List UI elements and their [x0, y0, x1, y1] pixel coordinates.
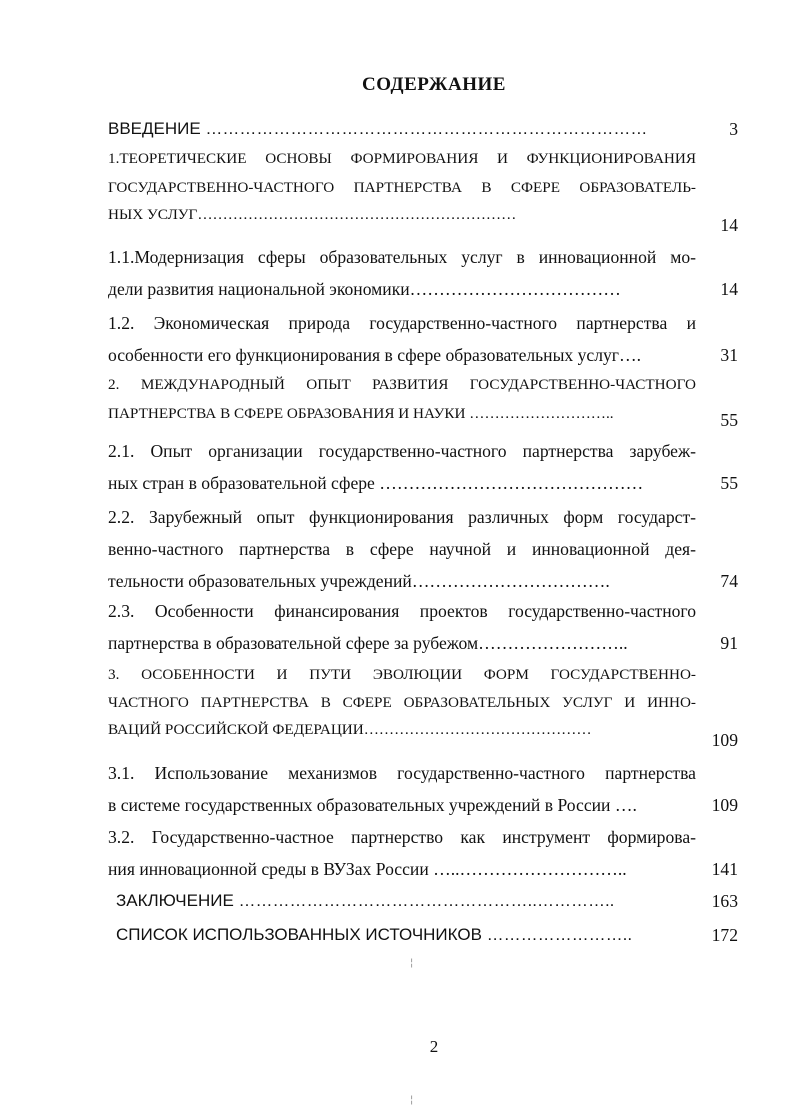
toc-section-1-1-line-2: дели развития национальной экономики………………………………: [108, 279, 621, 299]
toc-chapter-1-line-2: ГОСУДАРСТВЕННО-ЧАСТНОГО ПАРТНЕРСТВА В СФЕРЕ ОБРАЗОВАТЕЛЬ-: [108, 179, 696, 196]
toc-section-1-2-page: 31: [720, 345, 738, 365]
toc-chapter-3-line-2: ЧАСТНОГО ПАРТНЕРСТВА В СФЕРЕ ОБРАЗОВАТЕЛЬНЫХ УСЛУГ И ИННО-: [108, 694, 696, 711]
toc-chapter-2-line-1: 2. МЕЖДУНАРОДНЫЙ ОПЫТ РАЗВИТИЯ ГОСУДАРСТВЕННО-ЧАСТНОГО: [108, 376, 696, 393]
toc-entry-intro-line-1: ВВЕДЕНИЕ ……………………………………………………………………: [108, 119, 648, 138]
toc-section-2-2-line-3: тельности образовательных учреждений…………………………….: [108, 571, 610, 591]
toc-conclusion-line-1: ЗАКЛЮЧЕНИЕ ……………………………………………..…………..: [116, 891, 615, 910]
toc-references-line-1: СПИСОК ИСПОЛЬЗОВАННЫХ ИСТОЧНИКОВ ……………………..: [116, 925, 633, 944]
toc-section-2-3-line-2: партнерства в образовательной сфере за рубежом……………………..: [108, 633, 628, 653]
toc-references-page: 172: [711, 925, 738, 945]
page-number: 2: [429, 1037, 439, 1056]
toc-section-3-2-line-1: 3.2. Государственно-частное партнерство как инструмент формирова-: [108, 827, 696, 847]
toc-chapter-1-line-1: 1.ТЕОРЕТИЧЕСКИЕ ОСНОВЫ ФОРМИРОВАНИЯ И ФУНКЦИОНИРОВАНИЯ: [108, 150, 696, 167]
toc-conclusion-page: 163: [711, 891, 738, 911]
toc-chapter-1-page: 14: [720, 215, 738, 235]
scan-speck: ╎: [409, 1095, 415, 1105]
toc-chapter-3-line-3: ВАЦИЙ РОССИЙСКОЙ ФЕДЕРАЦИИ………………………………………: [108, 721, 592, 738]
toc-chapter-2-page: 55: [720, 410, 738, 430]
toc-section-2-2-line-1: 2.2. Зарубежный опыт функционирования различных форм государст-: [108, 507, 696, 527]
toc-section-2-3-line-1: 2.3. Особенности финансирования проектов государственно-частного: [108, 601, 696, 621]
toc-section-3-1-line-1: 3.1. Использование механизмов государственно-частного партнерства: [108, 763, 696, 783]
toc-section-3-2-page: 141: [711, 859, 738, 879]
toc-section-2-2-line-2: венно-частного партнерства в сфере научной и инновационной дея-: [108, 539, 696, 559]
page-title: СОДЕРЖАНИЕ: [362, 74, 506, 95]
toc-section-3-2-line-2: ния инновационной среды в ВУЗах России …..………………………..: [108, 859, 627, 879]
toc-section-2-1-page: 55: [720, 473, 738, 493]
toc-section-2-3-page: 91: [720, 633, 738, 653]
toc-chapter-2-line-2: ПАРТНЕРСТВА В СФЕРЕ ОБРАЗОВАНИЯ И НАУКИ ………………………..: [108, 405, 614, 422]
toc-chapter-3-page: 109: [711, 730, 738, 750]
toc-section-2-1-line-1: 2.1. Опыт организации государственно-частного партнерства зарубеж-: [108, 441, 696, 461]
toc-chapter-3-line-1: 3. ОСОБЕННОСТИ И ПУТИ ЭВОЛЮЦИИ ФОРМ ГОСУДАРСТВЕННО-: [108, 666, 696, 683]
toc-section-1-2-line-1: 1.2. Экономическая природа государственно-частного партнерства и: [108, 313, 696, 333]
toc-section-3-1-page: 109: [711, 795, 738, 815]
toc-section-2-2-page: 74: [720, 571, 738, 591]
scan-speck: ╎: [409, 958, 415, 968]
toc-section-1-1-page: 14: [720, 279, 738, 299]
toc-section-1-1-line-1: 1.1.Модернизация сферы образовательных услуг в инновационной мо-: [108, 247, 696, 267]
toc-chapter-1-line-3: НЫХ УСЛУГ………………………………………………………: [108, 206, 517, 223]
toc-section-3-1-line-2: в системе государственных образовательных учреждений в России ….: [108, 795, 637, 815]
toc-section-1-2-line-2: особенности его функционирования в сфере образовательных услуг….: [108, 345, 642, 365]
toc-entry-intro-page: 3: [729, 119, 738, 139]
toc-section-2-1-line-2: ных стран в образовательной сфере ………………………………………: [108, 473, 644, 493]
